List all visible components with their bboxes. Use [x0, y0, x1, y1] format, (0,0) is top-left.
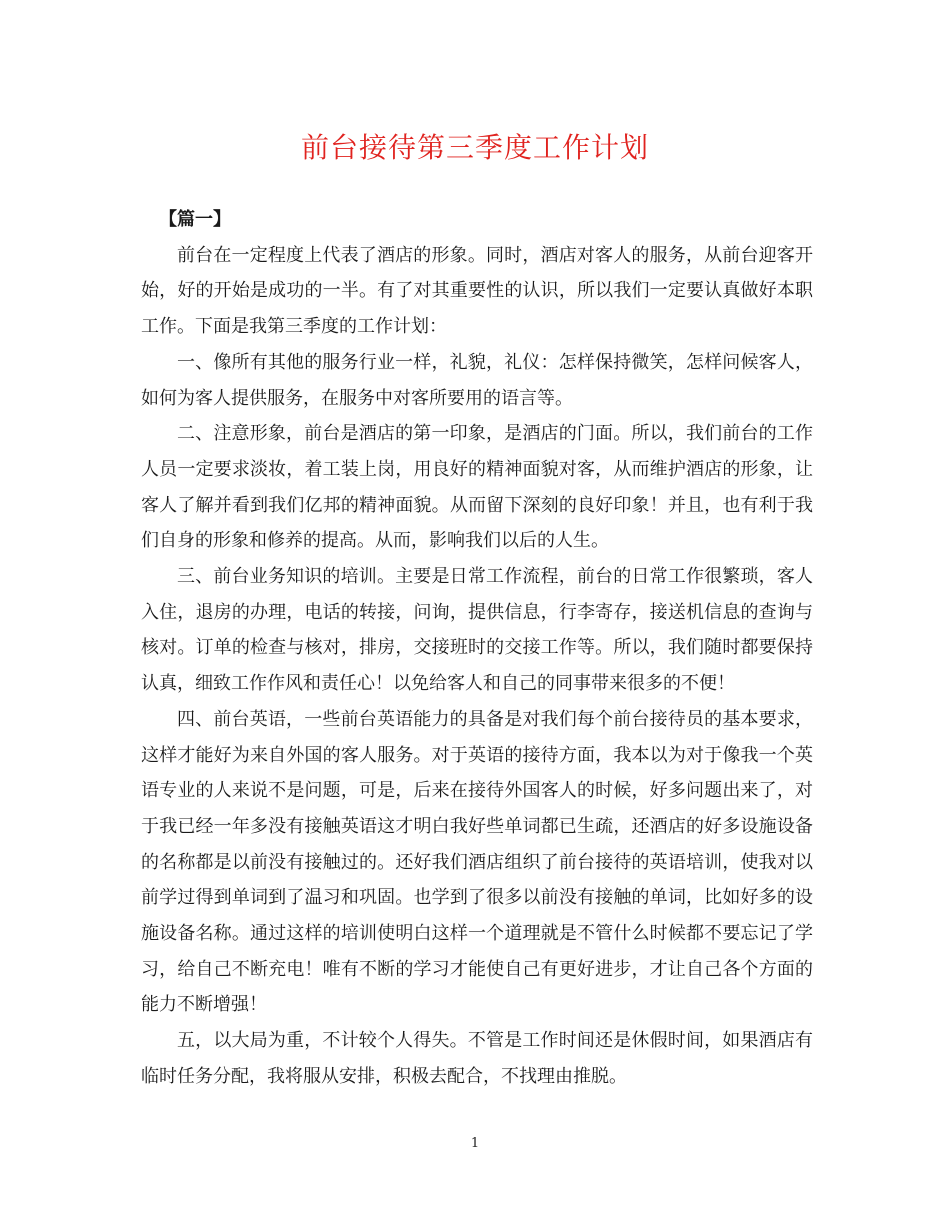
page-number: 1 [470, 1136, 480, 1151]
paragraph-item-5: 五，以大局为重，不计较个人得失。不管是工作时间还是休假时间，如果酒店有临时任务分配，我将服从安排，积极去配合，不找理由推脱。 [141, 1030, 813, 1087]
document-title: 前台接待第三季度工作计划 [300, 131, 649, 164]
paragraph-item-2: 二、注意形象，前台是酒店的第一印象，是酒店的门面。所以，我们前台的工作人员一定要求淡妆，着工装上岗，用良好的精神面貌对客，从而维护酒店的形象，让客人了解并看到我们亿邦的精神面貌。从而留下深刻的良好印象！并且，也有利于我们自身的形象和修养的提高。从而，影响我们以后的人生。 [141, 423, 813, 552]
paragraph-intro: 前台在一定程度上代表了酒店的形象。同时，酒店对客人的服务，从前台迎客开始，好的开始是成功的一半。有了对其重要性的认识，所以我们一定要认真做好本职工作。下面是我第三季度的工作计划： [141, 244, 813, 338]
section-heading: 【篇一】 [159, 209, 231, 230]
paragraph-item-4: 四、前台英语，一些前台英语能力的具备是对我们每个前台接待员的基本要求，这样才能好为来自外国的客人服务。对于英语的接待方面，我本以为对于像我一个英语专业的人来说不是问题，可是，后来在接待外国客人的时候，好多问题出来了，对于我已经一年多没有接触英语这才明白我好些单词都已生疏，还酒店的好多设施设备的名称都是以前没有接触过的。还好我们酒店组织了前台接待的英语培训，使我对以前学过得到单词到了温习和巩固。也学到了很多以前没有接触的单词，比如好多的设施设备名称。通过这样的培训使明白这样一个道理就是不管什么时候都不要忘记了学习，给自己不断充电！唯有不断的学习才能使自己有更好进步，才让自己各个方面的能力不断增强！ [141, 708, 813, 1016]
document-body [141, 202, 813, 1095]
paragraph-item-1: 一、像所有其他的服务行业一样，礼貌，礼仪：怎样保持微笑，怎样问候客人，如何为客人提供服务，在服务中对客所要用的语言等。 [141, 351, 813, 409]
paragraph-item-3: 三、前台业务知识的培训。主要是日常工作流程，前台的日常工作很繁琐，客人入住，退房的办理，电话的转接，问询，提供信息，行李寄存，接送机信息的查询与核对。订单的检查与核对，排房，交接班时的交接工作等。所以，我们随时都要保持认真，细致工作作风和责任心！以免给客人和自己的同事带来很多的不便！ [141, 566, 813, 695]
